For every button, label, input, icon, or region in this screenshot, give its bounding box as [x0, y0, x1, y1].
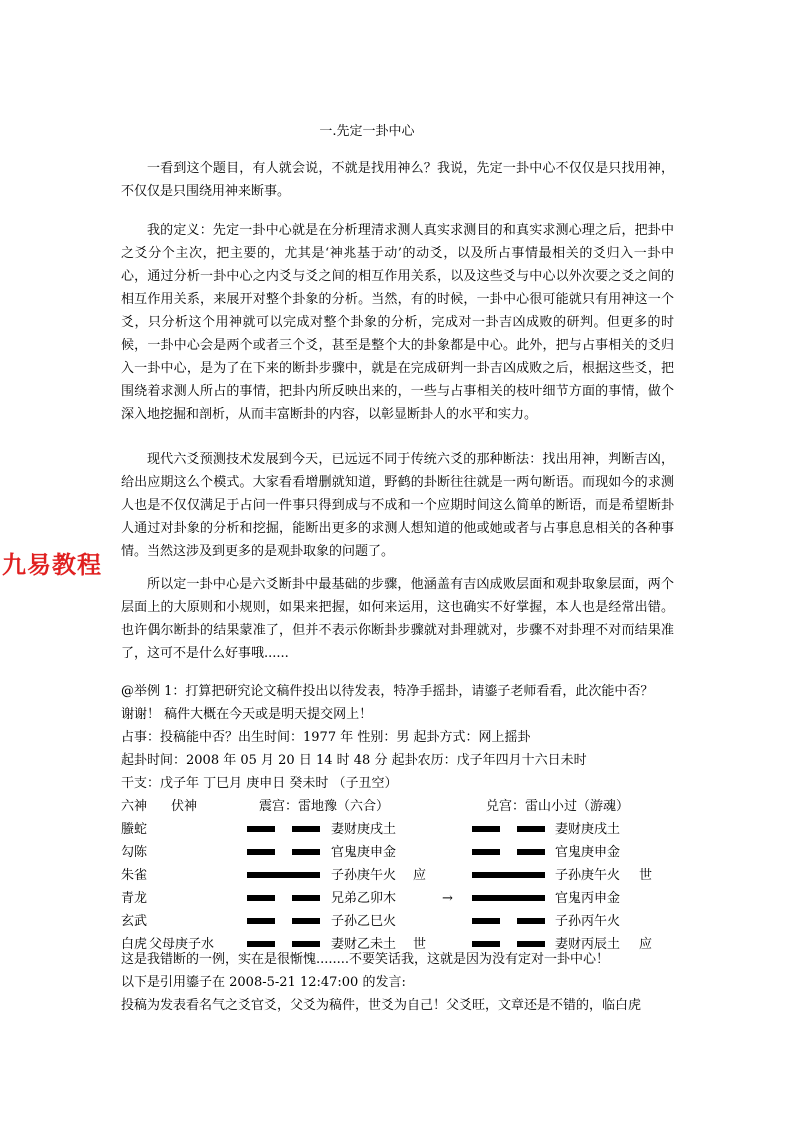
yin-line-segment [472, 941, 500, 947]
footer-line: 投稿为发表看名气之爻官爻，父爻为稿件，世爻为自己！父爻旺，文章还是不错的，临白虎 [121, 998, 642, 1013]
changed-line-label: 妻财庚戌土 [555, 822, 621, 837]
footer-text [121, 948, 681, 1017]
yin-line-segment [292, 918, 320, 924]
hidden-god-label: 父母庚子水 [149, 937, 215, 952]
line-label: 官鬼庚申金 [331, 845, 397, 860]
line-label: 妻财庚戌土 [331, 822, 397, 837]
column-hidden-god: 伏神 [171, 799, 198, 814]
yin-line-segment [247, 895, 275, 901]
shi-ying-mark: 世 [413, 937, 427, 952]
yin-line-segment [517, 941, 545, 947]
changed-line-label: 官鬼庚申金 [555, 845, 621, 860]
hexagram-table [121, 795, 681, 956]
yin-line-segment [472, 826, 500, 832]
example-line: 谢谢！ 稿件大概在今天或是明天提交网上！ [121, 707, 373, 722]
yin-line-segment [292, 941, 320, 947]
shi-ying-mark: 应 [413, 868, 427, 883]
paragraph-text: 我的定义：先定一卦中心就是在分析理清求测人真实求测目的和真实求测心理之后，把卦中之爻分个主次，把主要的，尤其是‘神兆基于动’的动爻，以及所占事情最相关的爻归入一卦中心，通过分析一卦中心之内爻与爻之间的相互作用关系，以及这些爻与中心以外次要之爻之间的相互作用关系，来展开对整个卦象的分析。当然，有的时候，一卦中心很可能就只有用神这一个爻，只分析这个用神就可以完成对整个卦象的分析，完成对一卦吉凶成败的研判。但更多的时候，一卦中心会是两个或者三个爻，甚至是整个大的卦象都是中心。此外，把与占事相关的爻归入一卦中心，是为了在下来的断卦步骤中，就是在完成研判一卦吉凶成败之后，根据这些爻，把围绕着求测人所占的事情，把卦内所反映出来的，一些与占事相关的枝叶细节方面的事情，做个深入地挖掘和剖析，从而丰富断卦的内容，以彰显断卦人的水平和实力。 [121, 223, 674, 422]
paragraph-text: 一看到这个题目，有人就会说，不就是找用神么？我说，先定一卦中心不仅仅是只找用神，不仅仅是只围绕用神来断事。 [121, 161, 674, 199]
paragraph-3 [121, 448, 674, 563]
yang-line [247, 872, 320, 878]
hexagram-row [121, 864, 681, 887]
example-line: 占事：投稿能中否？出生时间：1977 年 性别：男 起卦方式：网上摇卦 [121, 730, 531, 745]
changed-hexagram-name: 兑宫：雷山小过（游魂） [486, 799, 630, 814]
changed-shi-ying-mark: 应 [639, 937, 653, 952]
changed-line-label: 子孙丙午火 [555, 914, 621, 929]
paragraph-4 [121, 573, 674, 665]
yin-line-segment [292, 849, 320, 855]
example-line: @举例 1：打算把研究论文稿件投出以待发表，特净手摇卦，请鎏子老师看看，此次能中否？ [121, 684, 654, 699]
six-god-label: 白虎 [121, 937, 148, 952]
paragraph-text: 现代六爻预测技术发展到今天，已远远不同于传统六爻的那种断法：找出用神，判断吉凶，给出应期这么个模式。大家看看增删就知道，野鹤的卦断往往就是一两句断语。而现如今的求测人也是不仅仅满足于占问一件事只得到成与不成和一个应期时间这么简单的断语，而是希望断卦人通过对卦象的分析和挖掘，能断出更多的求测人想知道的他或她或者与占事息息相关的各种事情。当然这涉及到更多的是观卦取象的问题了。 [121, 452, 674, 559]
changed-shi-ying-mark: 世 [639, 868, 653, 883]
footer-line: 这是我错断的一例，实在是很惭愧........不要笑话我，这就是因为没有定对一卦中心！ [121, 952, 610, 967]
moving-arrow: → [442, 891, 453, 906]
six-god-label: 玄武 [121, 914, 148, 929]
hexagram-row [121, 841, 681, 864]
yin-line-segment [292, 826, 320, 832]
changed-line-label: 妻财丙辰土 [555, 937, 621, 952]
six-god-label: 朱雀 [121, 868, 148, 883]
yin-line-segment [247, 826, 275, 832]
six-god-label: 螣蛇 [121, 822, 148, 837]
section-title: 一.先定一卦中心 [319, 124, 415, 139]
yin-line-segment [472, 849, 500, 855]
six-god-label: 青龙 [121, 891, 148, 906]
yang-line [472, 895, 545, 901]
line-label: 子孙乙巳火 [331, 914, 397, 929]
yin-line-segment [247, 918, 275, 924]
yin-line-segment [517, 918, 545, 924]
line-label: 兄弟乙卯木 [331, 891, 397, 906]
footer-line: 以下是引用鎏子在 2008-5-21 12:47:00 的发言: [121, 975, 406, 990]
paragraph-text: 所以定一卦中心是六爻断卦中最基础的步骤，他涵盖有吉凶成败层面和观卦取象层面，两个层面上的大原则和小规则，如果来把握，如何来运用，这也确实不好掌握，本人也是经常出错。也许偶尔断卦的结果蒙准了，但并不表示你断卦步骤就对卦理就对，步骤不对卦理不对而结果准了，这可不是什么好事哦...... [121, 577, 674, 661]
hexagram-row [121, 887, 681, 910]
paragraph-1 [121, 157, 674, 203]
hexagram-row [121, 910, 681, 933]
column-six-gods: 六神 [121, 799, 148, 814]
yin-line-segment [247, 849, 275, 855]
hexagram-header [121, 795, 681, 818]
yin-line-segment [517, 849, 545, 855]
line-label: 子孙庚午火 [331, 868, 397, 883]
watermark-logo: 九易教程 [2, 551, 102, 579]
yin-line-segment [292, 895, 320, 901]
example-intro [121, 680, 681, 795]
yang-line [472, 872, 545, 878]
changed-line-label: 子孙庚午火 [555, 868, 621, 883]
yin-line-segment [247, 941, 275, 947]
changed-line-label: 官鬼丙申金 [555, 891, 621, 906]
yin-line-segment [472, 918, 500, 924]
example-line: 起卦时间：2008 年 05 月 20 日 14 时 48 分 起卦农历：戊子年四月十六日未时 [121, 753, 587, 768]
six-god-label: 勾陈 [121, 845, 148, 860]
hexagram-row [121, 818, 681, 841]
paragraph-2 [121, 219, 674, 426]
line-label: 妻财乙未土 [331, 937, 397, 952]
main-hexagram-name: 震宫：雷地豫（六合） [259, 799, 390, 814]
yin-line-segment [517, 826, 545, 832]
hexagram-rows [121, 818, 681, 956]
example-line: 干支：戊子年 丁巳月 庚申日 癸未时 （子丑空） [121, 776, 398, 791]
